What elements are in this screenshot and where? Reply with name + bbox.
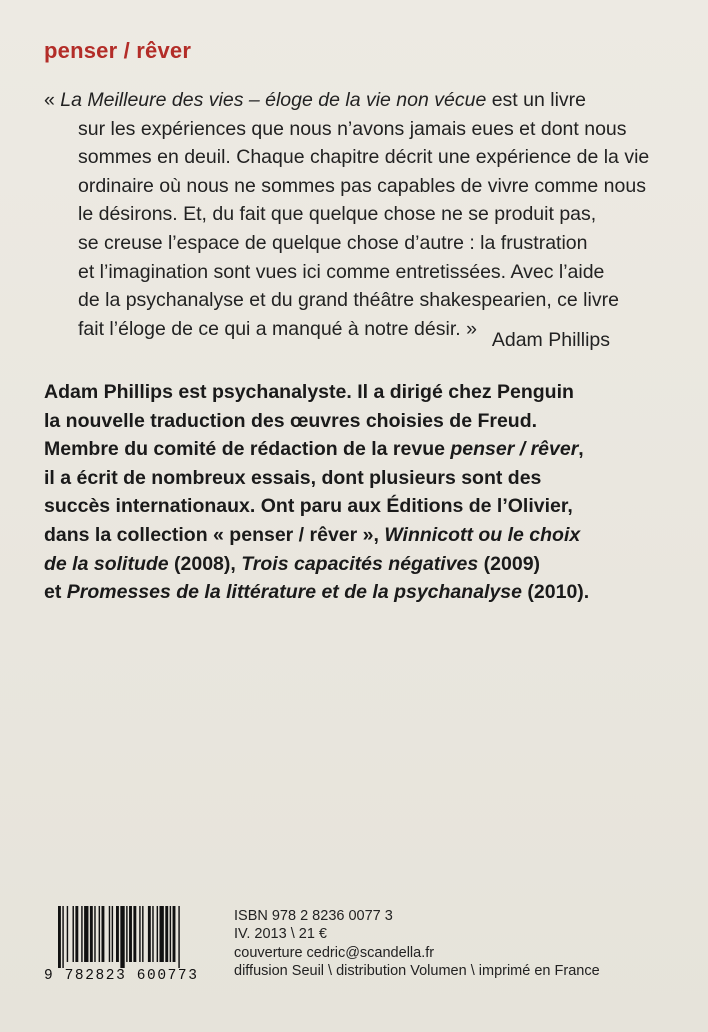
text-segment: le désirons. Et, du fait que quelque chose ne se produit pas, xyxy=(78,203,597,226)
text-segment: (2010). xyxy=(522,581,590,604)
barcode-bar xyxy=(139,906,140,962)
barcode-bar xyxy=(142,906,143,962)
italic-title: La Meilleure des vies – éloge de la vie non vécue xyxy=(60,89,487,111)
text-line xyxy=(44,407,644,436)
text-segment: (2009) xyxy=(478,552,541,575)
barcode-digits: 9 782823 600773 xyxy=(44,968,199,984)
text-segment: ordinaire où nous ne sommes pas capables de vivre comme nous xyxy=(78,174,646,197)
barcode xyxy=(44,906,214,988)
barcode-bar xyxy=(173,906,176,962)
text-line xyxy=(44,229,629,258)
barcode-bar xyxy=(67,906,68,962)
text-line xyxy=(44,200,629,229)
blurb-quote xyxy=(44,86,650,343)
barcode-bar xyxy=(133,906,136,962)
barcode-bar xyxy=(160,906,164,962)
text-segment: se creuse l’espace de quelque chose d’autre : la frustration xyxy=(78,231,588,254)
text-line xyxy=(44,86,629,115)
barcode-bar xyxy=(90,906,93,962)
text-line xyxy=(44,492,644,521)
text-line xyxy=(44,578,644,607)
text-segment: Membre du comité de rédaction de la revue xyxy=(44,438,451,461)
distribution-line: diffusion Seuil \ distribution Volumen \ imprimé en France xyxy=(234,963,600,980)
barcode-bar xyxy=(75,906,78,962)
text-segment: , xyxy=(578,438,584,461)
imprint-block xyxy=(234,907,600,981)
barcode-bar xyxy=(148,906,151,962)
text-segment: de la psychanalyse et du grand théâtre shakespearien, ce livre xyxy=(78,289,619,312)
text-line xyxy=(44,464,644,493)
barcode-bar xyxy=(129,906,132,962)
barcode-bar xyxy=(152,906,153,962)
text-segment: et xyxy=(44,581,67,604)
text-segment: fait l’éloge de ce qui a manqué à notre désir. » xyxy=(78,317,477,340)
barcode-bar xyxy=(178,906,179,968)
italic-title: penser / rêver xyxy=(450,438,579,461)
text-segment: et l’imagination sont vues ici comme entretissées. Avec l’aide xyxy=(78,260,605,283)
barcode-bar xyxy=(112,906,113,962)
barcode-bar xyxy=(94,906,95,962)
series-title: penser / rêver xyxy=(44,38,192,63)
barcode-bars xyxy=(58,906,212,968)
text-line xyxy=(44,521,644,550)
text-line xyxy=(44,143,650,172)
text-segment: succès internationaux. Ont paru aux Éditions de l’Olivier, xyxy=(44,495,573,518)
isbn: ISBN 978 2 8236 0077 3 xyxy=(234,908,393,924)
text-segment: sur les expériences que nous n’avons jamais eues et dont nous xyxy=(78,117,627,140)
barcode-bar xyxy=(102,906,105,962)
text-line xyxy=(44,258,629,287)
barcode-bar xyxy=(81,906,82,962)
author-biography xyxy=(44,378,644,607)
barcode-bar xyxy=(58,906,61,968)
barcode-bar xyxy=(109,906,110,962)
barcode-bar xyxy=(126,906,127,962)
text-line xyxy=(44,435,644,464)
text-segment: (2008), xyxy=(168,552,242,575)
text-line xyxy=(44,550,644,579)
text-segment: est un livre xyxy=(486,89,587,111)
text-segment: Adam Phillips est psychanalyste. Il a dirigé chez Penguin xyxy=(44,381,574,403)
text-segment: dans la collection « penser / rêver », xyxy=(44,523,385,546)
date-price: IV. 2013 \ 21 € xyxy=(234,926,327,943)
cover-credit: couverture cedric@scandella.fr xyxy=(234,944,435,961)
barcode-bar xyxy=(170,906,171,962)
italic-title: Winnicott ou le choix xyxy=(384,523,581,546)
barcode-bar xyxy=(120,906,124,968)
barcode-bar xyxy=(84,906,88,962)
text-line xyxy=(44,286,629,315)
barcode-bar xyxy=(165,906,168,962)
text-line xyxy=(44,378,644,407)
text-segment: la nouvelle traduction des œuvres choisies de Freud. xyxy=(44,409,538,432)
barcode-bar xyxy=(62,906,63,968)
quote-author: Adam Phillips xyxy=(491,329,610,351)
barcode-bar xyxy=(116,906,119,962)
text-segment: sommes en deuil. Chaque chapitre décrit une expérience de la vie xyxy=(78,146,650,169)
barcode-bar xyxy=(157,906,158,962)
italic-title: Promesses de la littérature et de la psychanalyse xyxy=(66,581,522,604)
italic-title: Trois capacités négatives xyxy=(241,552,479,575)
text-line xyxy=(44,172,646,201)
barcode-bar xyxy=(99,906,100,962)
text-segment: il a écrit de nombreux essais, dont plusieurs sont des xyxy=(44,466,542,489)
barcode-bar xyxy=(73,906,74,962)
text-line xyxy=(44,115,629,144)
text-segment: « xyxy=(44,89,61,111)
italic-title: de la solitude xyxy=(44,552,169,575)
